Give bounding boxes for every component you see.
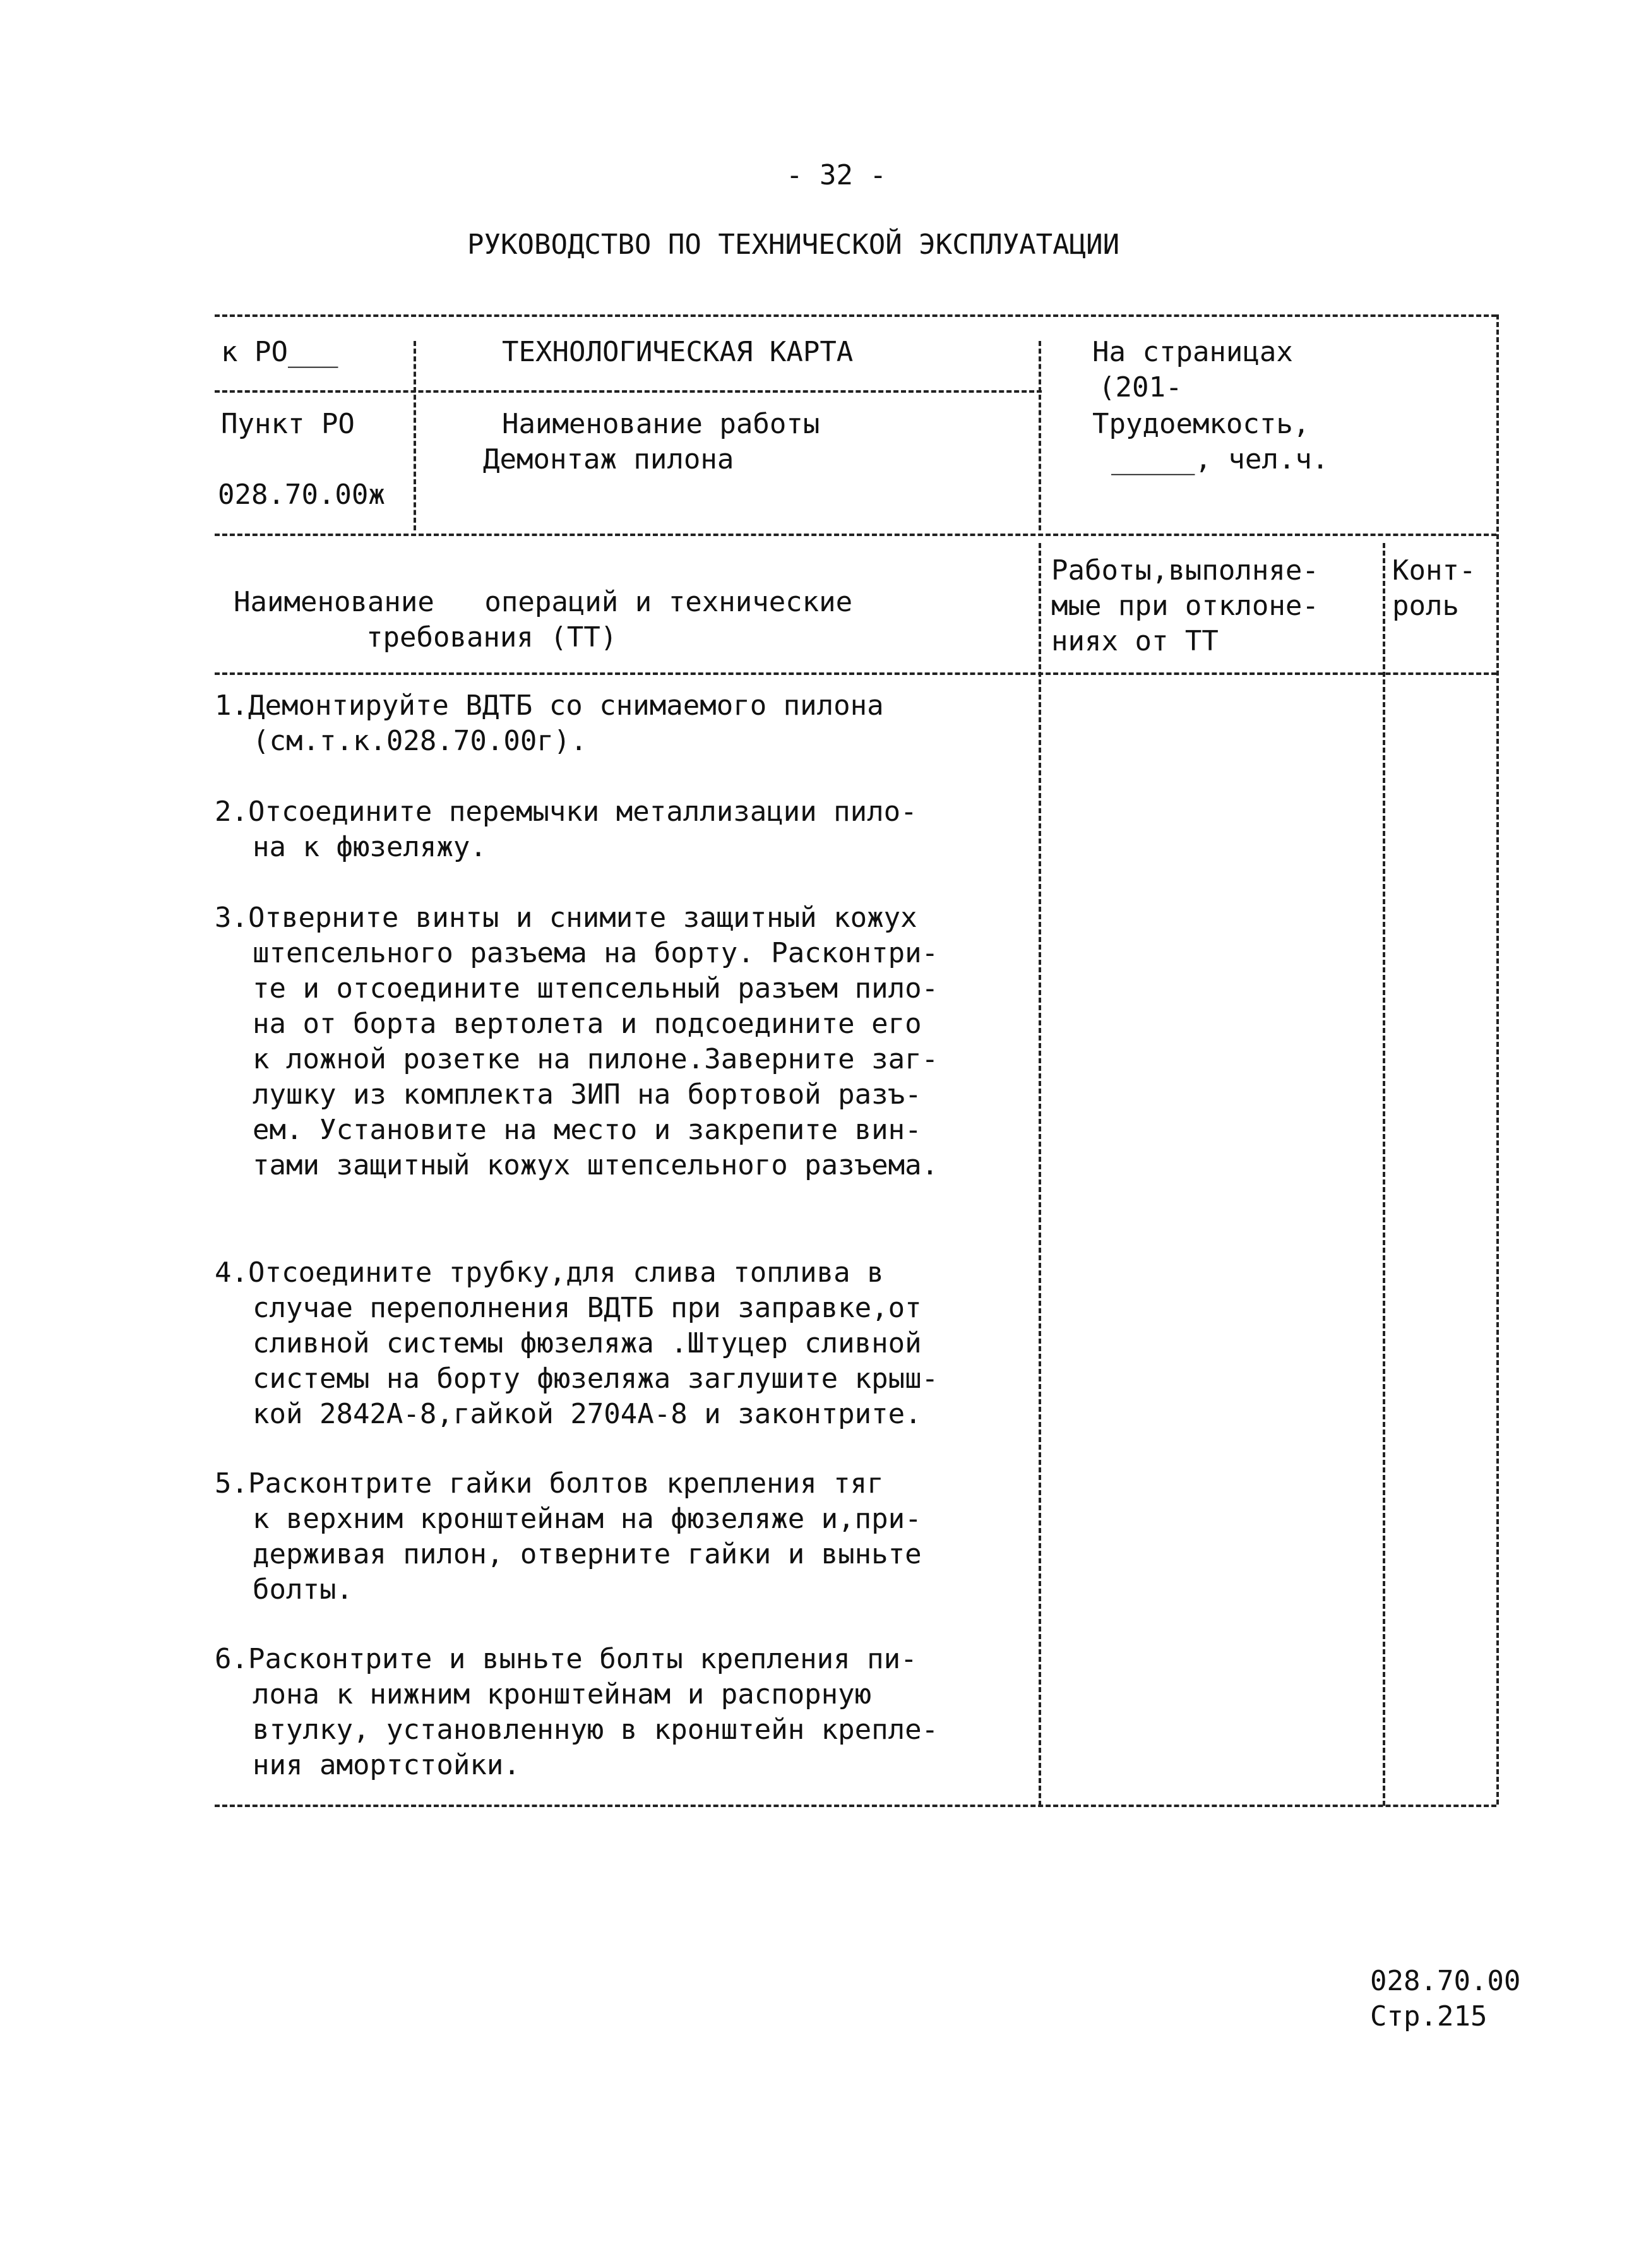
- step-line: лона к нижним кронштейнам и распорную: [253, 1678, 872, 1710]
- step-line: 2.Отсоедините перемычки металлизации пило-: [215, 796, 917, 828]
- operations-header-line1: Наименование операций и технические: [234, 586, 853, 618]
- step-line: системы на борту фюзеляжа заглушите крыш-: [253, 1363, 939, 1395]
- step-line: (см.т.к.028.70.00г).: [253, 725, 587, 757]
- ref-label: к РО___: [221, 336, 338, 368]
- step-line: 3.Отверните винты и снимите защитный кожух: [215, 902, 917, 934]
- work-name-label: Наименование работы: [502, 408, 820, 440]
- control-header-line2: роль: [1392, 590, 1459, 622]
- deviation-header-line1: Работы,выполняе-: [1051, 554, 1319, 587]
- table-bottom-rule: [215, 1805, 1496, 1807]
- column-divider-2: [1383, 543, 1385, 1806]
- footer-code: 028.70.00: [1370, 1965, 1521, 1997]
- step-5: [215, 1466, 1042, 1608]
- document-title: РУКОВОДСТВО ПО ТЕХНИЧЕСКОЙ ЭКСПЛУАТАЦИИ: [467, 229, 1120, 261]
- step-3: [215, 900, 1042, 1183]
- deviation-header-line2: мые при отклоне-: [1051, 590, 1319, 622]
- page-number: - 32 -: [786, 159, 886, 191]
- step-line: те и отсоедините штепсельный разъем пило-: [253, 972, 939, 1005]
- labor-label: Трудоемкость,: [1092, 408, 1310, 440]
- control-header-line1: Конт-: [1392, 554, 1476, 587]
- step-line: 6.Расконтрите и выньте болты крепления пи-: [215, 1643, 917, 1675]
- step-line: случае переполнения ВДТБ при заправке,от: [253, 1292, 922, 1324]
- step-line: втулку, установленную в кронштейн крепле-: [253, 1714, 939, 1746]
- step-line: на от борта вертолета и подсоедините его: [253, 1008, 922, 1040]
- footer-page: Стр.215: [1370, 2000, 1488, 2032]
- step-line: штепсельного разъема на борту. Расконтри-: [253, 937, 939, 969]
- step-line: ем. Установите на место и закрепите вин-: [253, 1114, 922, 1146]
- step-2: [215, 794, 1042, 865]
- header-divider-2: [1039, 341, 1041, 530]
- step-line: тами защитный кожух штепсельного разъема.: [253, 1149, 939, 1181]
- pages-label: На страницах: [1092, 336, 1293, 368]
- step-line: 4.Отсоедините трубку,для слива топлива в: [215, 1256, 884, 1289]
- item-label: Пункт РО: [221, 408, 355, 440]
- step-line: к верхним кронштейнам на фюзеляже и,при-: [253, 1503, 922, 1535]
- labor-value: _____, чел.ч.: [1111, 443, 1329, 475]
- table-top-rule: [215, 314, 1496, 317]
- step-4: [215, 1255, 1042, 1432]
- step-line: 5.Расконтрите гайки болтов крепления тяг: [215, 1467, 884, 1500]
- pages-value: (201-: [1099, 371, 1183, 403]
- step-line: сливной системы фюзеляжа .Штуцер сливной: [253, 1327, 922, 1359]
- deviation-header-line3: ниях от ТТ: [1051, 625, 1219, 657]
- step-1: [215, 688, 1042, 759]
- table-right-edge: [1496, 314, 1499, 1805]
- column-header-bottom-rule: [215, 672, 1496, 675]
- item-code: 028.70.00ж: [218, 479, 385, 511]
- step-line: болты.: [253, 1573, 353, 1606]
- step-line: кой 2842А-8,гайкой 2704А-8 и законтрите.: [253, 1398, 922, 1430]
- header-bottom-rule: [215, 534, 1496, 536]
- work-name: Демонтаж пилона: [483, 443, 734, 475]
- operations-header-line2: требования (ТТ): [366, 621, 617, 654]
- step-line: ния амортстойки.: [253, 1749, 520, 1781]
- step-6: [215, 1642, 1042, 1783]
- card-title: ТЕХНОЛОГИЧЕСКАЯ КАРТА: [502, 336, 854, 368]
- header-divider-1: [414, 341, 416, 530]
- step-line: на к фюзеляжу.: [253, 831, 487, 863]
- header-mid-rule: [215, 390, 1042, 393]
- step-line: 1.Демонтируйте ВДТБ со снимаемого пилона: [215, 689, 884, 722]
- step-line: держивая пилон, отверните гайки и выньте: [253, 1538, 922, 1570]
- step-line: лушку из комплекта ЗИП на бортовой разъ-: [253, 1078, 922, 1111]
- step-line: к ложной розетке на пилоне.Заверните заг-: [253, 1043, 939, 1075]
